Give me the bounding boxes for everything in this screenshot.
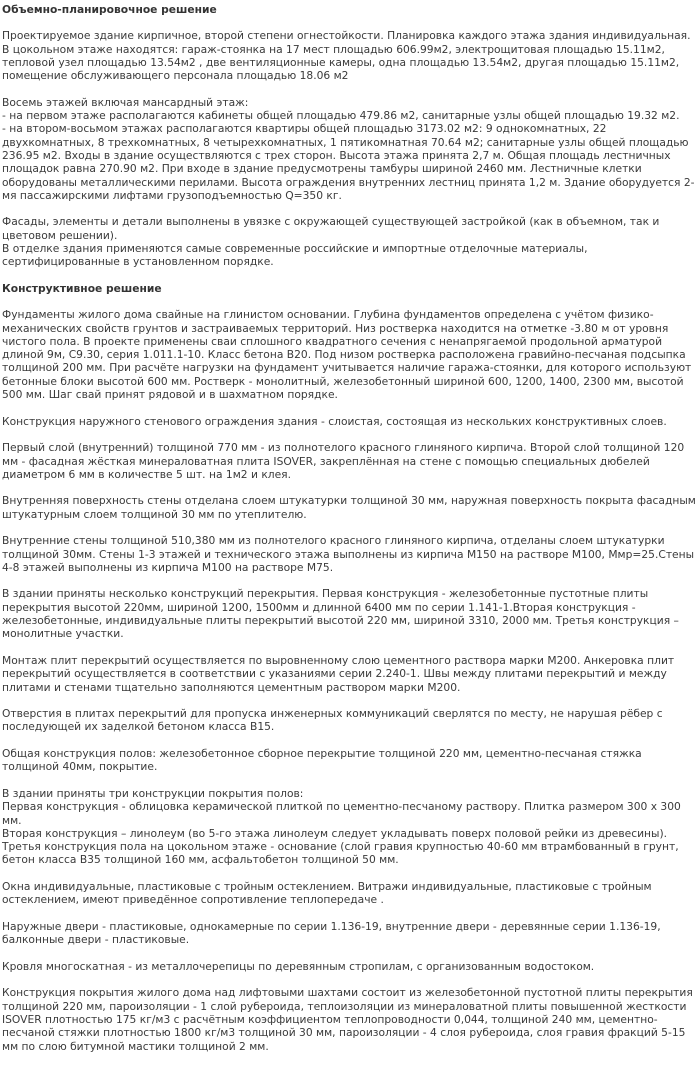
paragraph: Первый слой (внутренний) толщиной 770 мм - из полнотелого красного глиняного кирпича. Второй слой толщиной 120 мм - фасадная жёсткая минераловатная плита ISOVER, закреплённая на стене с помощью специальных дюбелей диаметром 6 мм в количестве 5 шт. на 1м2 и клея.	[2, 441, 685, 481]
paragraph: Общая конструкция полов: железобетонное сборное перекрытие толщиной 220 мм, цементно-песчаная стяжка толщиной 40мм, покрытие.	[2, 747, 642, 774]
paragraph: В здании приняты несколько конструкций перекрытия. Первая конструкция - железобетонные пустотные плиты перекрытия высотой 220мм, шириной 1200, 1500мм и длинной 6400 мм по серии 1.141-1.Вторая конструкция - железобетонные, индивидуальные плиты перекрытий высотой 220 мм, шириной 3310, 2000 мм. Третья конструкция – монолитные участки.	[2, 587, 679, 641]
paragraph: Окна индивидуальные, пластиковые с тройным остеклением. Витражи индивидуальные, пластиковые с тройным остеклением, имеют приведённое сопротивление теплопередаче .	[2, 880, 652, 907]
section-structural	[2, 282, 698, 1053]
paragraph: Конструкция покрытия жилого дома над лифтовыми шахтами состоит из железобетонной пустотной плиты перекрытия толщиной 220 мм, пароизоляции - 1 слой рубероида, теплоизоляции из минераловатной плиты повышенной жесткости ISOVER плотностью 175 кг/м3 с расчётным коэффициентом теплопроводности 0,044, толщиной 240 мм, цементно-песчаной стяжки плотностью 1800 кг/м3 толщиной 30 мм, пароизоляции - 4 слоя рубероида, слоя гравия фракций 5-15 мм по слою битумной мастики толщиной 2 мм.	[2, 986, 693, 1053]
paragraph: Внутренняя поверхность стены отделана слоем штукатурки толщиной 30 мм, наружная поверхность покрыта фасадным штукатурным слоем толщиной 30 мм по утеплителю.	[2, 494, 696, 521]
section-layout	[2, 3, 698, 269]
paragraph: Наружные двери - пластиковые, однокамерные по серии 1.136-19, внутренние двери - деревянные серии 1.136-19, балконные двери - пластиковые.	[2, 919, 661, 947]
paragraph: Отверстия в плитах перекрытий для пропуска инженерных коммуникаций сверлятся по месту, не нарушая рёбер с последующей их заделкой бетоном класса В15.	[2, 707, 663, 734]
section-heading-structural: Конструктивное решение	[2, 281, 162, 295]
paragraph: В здании приняты три конструкции покрытия полов: Первая конструкция - облицовка керамической плиткой по цементно-песчаному раствору. Плитка размером 300 х 300 мм. Вторая конструкция – линолеум (во 5-го этажа линолеум следует укладывать поверх половой рейки из древесины). Третья конструкция пола на цокольном этаже - основание (слой гравия крупностью 40-60 мм втрамбованный в грунт, бетон класса В35 толщиной 160 мм, асфальтобетон толщиной 50 мм.	[2, 786, 681, 867]
paragraph: Фундаменты жилого дома свайные на глинистом основании. Глубина фундаментов определена с учётом физико-механических свойств грунтов и застраиваемых территорий. Низ ростверка находится на отметке -3.80 м от уровня чистого пола. В проекте применены сваи сплошного квадратного сечения с ненапрягаемой продольной арматурой длиной 9м, С9.30, серия 1.011.1-10. Класс бетона В20. Под низом ростверка расположена гравийно-песчаная подсыпка толщиной 200 мм. При расчёте нагрузки на фундамент учитывается наличие гаража-стоянки, для которого используют бетонные блоки высотой 600 мм. Ростверк - монолитный, железобетонный шириной 600, 1200, 1400, 2300 мм, высотой 500 мм. Шаг свай принят рядовой и в шахматном порядке.	[2, 308, 692, 402]
paragraph: Фасады, элементы и детали выполнены в увязке с окружающей существующей застройкой (как в объемном, так и цветовом решении). В отделке здания применяются самые современные российские и импортные отделочные материалы, сертифицированные в установленном порядке.	[2, 215, 660, 269]
paragraph: Внутренние стены толщиной 510,380 мм из полнотелого красного глиняного кирпича, отделаны слоем штукатурки толщиной 30мм. Стены 1-3 этажей и технического этажа выполнены из кирпича М150 на растворе М100, Ммр=25.Стены 4-8 этажей выполнены из кирпича М100 на растворе М75.	[2, 534, 695, 574]
paragraph: Монтаж плит перекрытий осуществляется по выровненному слою цементного раствора марки М200. Анкеровка плит перекрытий осуществляется в соответствии с указаниями серии 2.240-1. Швы между плитами перекрытий и между плитами и стенами тщательно заполняются цементным раствором марки М200.	[2, 653, 675, 694]
paragraph: Кровля многоскатная - из металлочерепицы по деревянным стропилам, с организованным водостоком.	[2, 959, 595, 973]
section-heading-layout: Объемно-планировочное решение	[2, 3, 217, 16]
paragraph: Восемь этажей включая мансардный этаж: - на первом этаже располагаются кабинеты общей площадью 479.86 м2, санитарные узлы общей площадью 19.32 м2. - на втором-восьмом этажах располагаются квартиры общей площадью 3173.02 м2: 9 однокомнатных, 22 двухкомнатных, 8 трехкомнатных, 8 четырехкомнатных, 1 пятикомнатная 70.64 м2; санитарные узлы общей площадью 236.95 м2. Входы в здание осуществляются с трех сторон. Высота этажа принята 2,7 м. Общая площадь лестничных площадок равна 270.90 м2. При входе в здание предусмотрены тамбуры шириной 2460 мм. Лестничные клетки оборудованы металлическими перилами. Высота ограждения внутренних лестниц принята 1,2 м. Здание оборудуется 2-мя пассажирскими лифтами грузоподъемностью Q=350 кг.	[2, 95, 695, 202]
paragraph: Проектируемое здание кирпичное, второй степени огнестойкости. Планировка каждого этажа здания индивидуальная. В цокольном этаже находятся: гараж-стоянка на 17 мест площадью 606.99м2, электрощитовая площадью 15.11м2, тепловой узел площадью 13.54м2 , две вентиляционные камеры, одна площадью 13.54м2, другая площадью 15.11м2, помещение обслуживающего персонала площадью 18.06 м2	[2, 29, 691, 83]
paragraph: Конструкция наружного стенового ограждения здания - слоистая, состоящая из нескольких конструктивных слоев.	[2, 414, 667, 428]
